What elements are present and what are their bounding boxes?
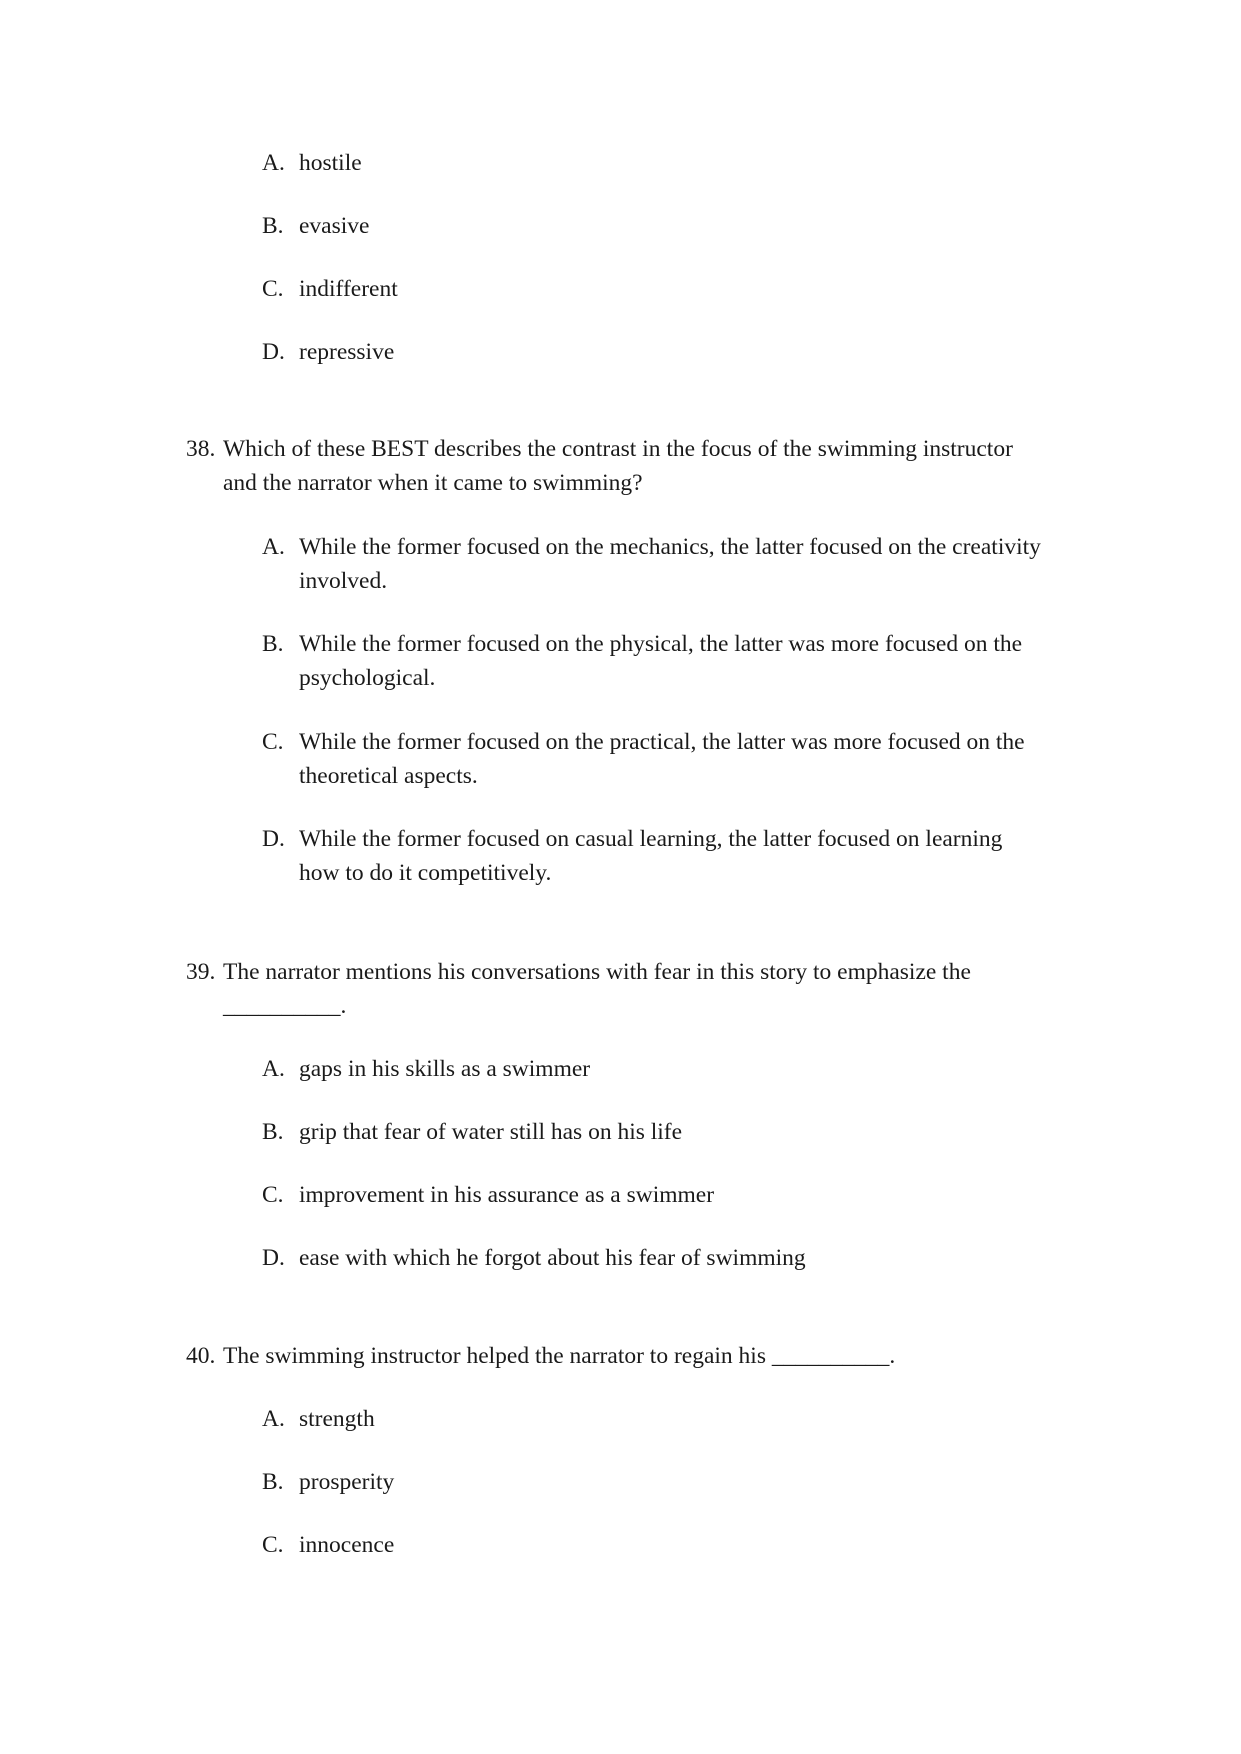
question-text-line2: and the narrator when it came to swimming? [223, 470, 643, 496]
option-letter: D. [262, 826, 285, 852]
option-letter: A. [262, 150, 285, 176]
option-letter: C. [262, 1532, 284, 1558]
question-text-line1: Which of these BEST describes the contrast in the focus of the swimming instructor [223, 436, 1013, 462]
option-letter: B. [262, 1469, 284, 1495]
option-letter: D. [262, 339, 285, 365]
option-letter: A. [262, 1056, 285, 1082]
question-text-line2: __________. [223, 993, 347, 1019]
question-text-line1: The swimming instructor helped the narrator to regain his __________. [223, 1343, 896, 1369]
option-letter: C. [262, 729, 284, 755]
option-letter: A. [262, 534, 285, 560]
option-text: strength [299, 1406, 375, 1432]
option-text-line1: While the former focused on casual learning, the latter focused on learning [299, 826, 1003, 852]
option-letter: A. [262, 1406, 285, 1432]
option-letter: B. [262, 1119, 284, 1145]
option-text: hostile [299, 150, 362, 176]
option-letter: B. [262, 213, 284, 239]
option-text: improvement in his assurance as a swimmer [299, 1182, 715, 1208]
option-text: prosperity [299, 1469, 395, 1495]
option-text-line1: While the former focused on the physical, the latter was more focused on the [299, 631, 1023, 657]
option-text: evasive [299, 213, 370, 239]
option-text-line1: While the former focused on the mechanics, the latter focused on the creativity [299, 534, 1041, 560]
option-text-line1: While the former focused on the practical, the latter was more focused on the [299, 729, 1025, 755]
question-number: 39. [186, 959, 216, 985]
option-text: indifferent [299, 276, 398, 302]
option-text-line2: psychological. [299, 665, 436, 691]
option-letter: B. [262, 631, 284, 657]
option-letter: C. [262, 1182, 284, 1208]
option-text: innocence [299, 1532, 395, 1558]
option-text-line2: theoretical aspects. [299, 763, 478, 789]
option-text-line2: how to do it competitively. [299, 860, 552, 886]
question-number: 38. [186, 436, 216, 462]
option-letter: D. [262, 1245, 285, 1271]
question-text-line1: The narrator mentions his conversations with fear in this story to emphasize the [223, 959, 971, 985]
option-text: grip that fear of water still has on his life [299, 1119, 683, 1145]
option-text: repressive [299, 339, 395, 365]
option-text: gaps in his skills as a swimmer [299, 1056, 591, 1082]
option-text-line2: involved. [299, 568, 388, 594]
option-text: ease with which he forgot about his fear of swimming [299, 1245, 806, 1271]
question-number: 40. [186, 1343, 216, 1369]
option-letter: C. [262, 276, 284, 302]
